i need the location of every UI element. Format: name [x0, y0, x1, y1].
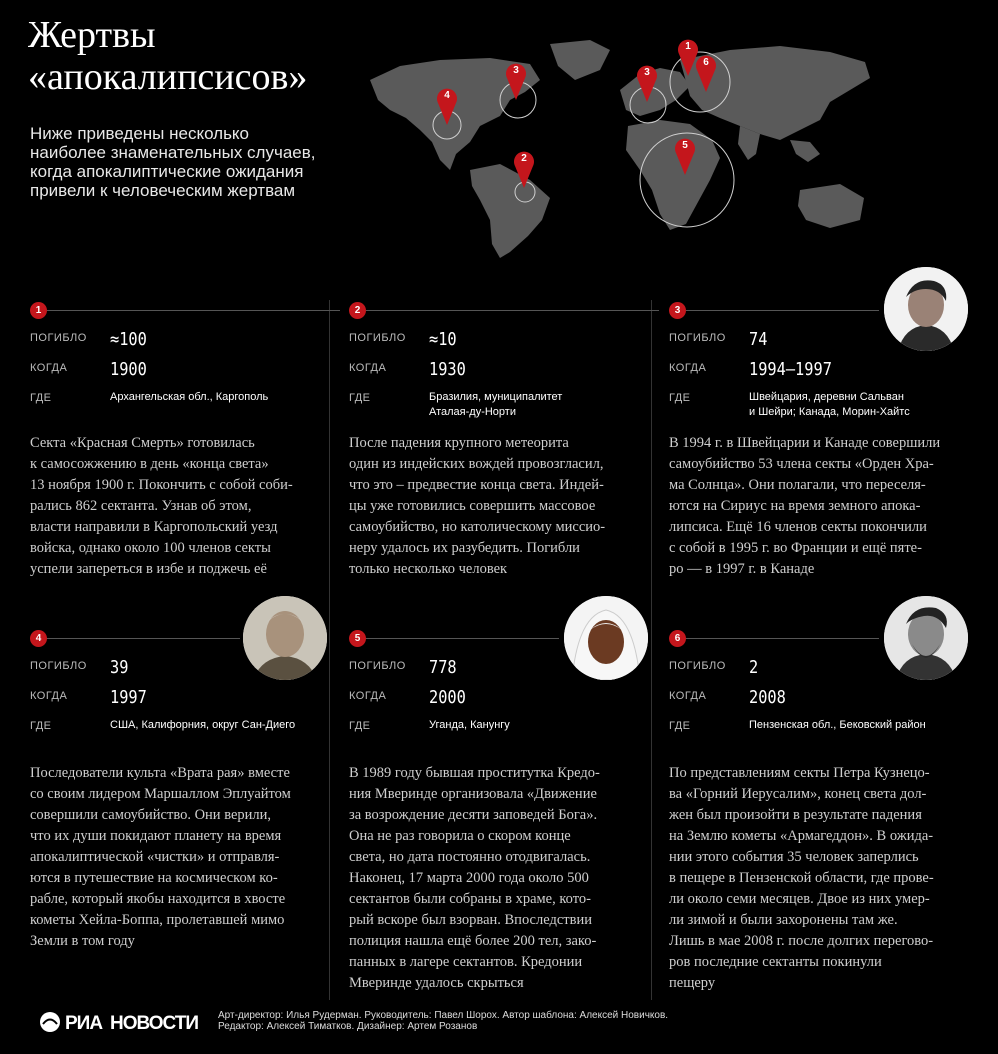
- died-label: ПОГИБЛО: [349, 660, 406, 672]
- world-map: [360, 30, 880, 260]
- where-value: Архангельская обл., Каргополь: [110, 391, 269, 403]
- where-value: США, Калифорния, округ Сан-Диего: [110, 719, 296, 731]
- map-pin-4-label: 4: [444, 90, 450, 101]
- died-value: 778: [429, 657, 457, 678]
- where-value: Уганда, Канунгу: [429, 719, 510, 731]
- died-value: 39: [110, 657, 129, 678]
- died-label: ПОГИБЛО: [669, 332, 726, 344]
- case-number-badge: 1: [30, 302, 47, 319]
- map-pin-1-label: 1: [685, 41, 691, 52]
- when-value: 1900: [110, 359, 147, 380]
- died-value: ≈10: [429, 329, 457, 350]
- when-label: КОГДА: [30, 690, 68, 702]
- card-rule: [669, 638, 879, 639]
- logo-novosti: НОВОСТИ: [110, 1013, 199, 1033]
- logo-ria: РИА: [65, 1013, 103, 1033]
- case-card-1: [30, 302, 340, 602]
- case-description: В 1989 году бывшая проститутка Кредо- ния Мвериндe организовала «Движение за возрождение десяти заповедей Бога». Она не раз говорила о скором конце света, но дата постоянно отодвигалась. Наконец, 17 марта 2000 года около 500 сектантов были собраны в храме, кото- рый вскоре был взорван. Впоследствии полиция нашла ещё более 200 тел, зако- панных в лагере сектантов. Кредонии Мвериндe удалось скрыться: [349, 765, 600, 991]
- where-label: ГДЕ: [30, 720, 52, 732]
- case-card-5: [349, 630, 659, 1000]
- where-value: Пензенская обл., Бековский район: [749, 719, 926, 731]
- when-value: 2000: [429, 687, 466, 708]
- map-pin-5-label: 5: [682, 140, 688, 151]
- case-card-6: [669, 630, 979, 1000]
- case-description: Последователи культа «Врата рая» вместе со своим лидером Маршаллом Эплуайтом совершили самоубийство. Они верили, что их души покидают планету на время апокалиптической «чистки» и отправля- ются в путешествие на космическом ко- рабле, который якобы находится в хвосте кометы Хейла-Боппа, пролетавшей мимо Земли в том году: [30, 765, 291, 949]
- when-label: КОГДА: [349, 690, 387, 702]
- ria-novosti-logo: [38, 1011, 218, 1033]
- map-pin-6-label: 6: [703, 57, 709, 68]
- died-value: 2: [749, 657, 759, 678]
- when-label: КОГДА: [30, 362, 68, 374]
- where-label: ГДЕ: [349, 720, 371, 732]
- case-card-2: [349, 302, 659, 602]
- card-rule: [349, 310, 659, 311]
- continents: [370, 40, 870, 258]
- portrait-photo-6: [884, 596, 968, 680]
- card-rule: [30, 310, 340, 311]
- credits: Арт-директор: Илья Рудерман. Руководитель: Павел Шорох. Автор шаблона: Алексей Новичков. Редактор: Алексей Тиматков. Дизайнер: Артем Розанов: [218, 1010, 669, 1032]
- where-label: ГДЕ: [669, 392, 691, 404]
- when-value: 1930: [429, 359, 466, 380]
- case-description: Секта «Красная Смерть» готовилась к самосожжению в день «конца света» 13 ноября 1900 г. Покончить с собой соби- рались 862 сектанта. Узнав об этом, власти направили в Каргопольский уезд войска, однако около 100 членов секты успели запереться в избе и поджечь её: [30, 435, 293, 577]
- died-label: ПОГИБЛО: [669, 660, 726, 672]
- case-number-badge: 6: [669, 630, 686, 647]
- case-description: По представлениям секты Петра Кузнецо- ва «Горний Иерусалим», конец света дол- жен был произойти в результате падения на Землю кометы «Армагеддон». В ожида- нии этого события 35 человек заперлись в пещере в Пензенской области, где прове- ли около семи месяцев. Двое из них умер- ли зимой и были захоронены там же. Лишь в мае 2008 г. после долгих перегово- ров последние сектанты покинули пещеру: [669, 765, 934, 991]
- portrait-photo-3: [884, 267, 968, 351]
- case-card-4: [30, 630, 340, 1000]
- when-label: КОГДА: [669, 362, 707, 374]
- page-subtitle: Ниже приведены несколько наиболее знаменательных случаев, когда апокалиптические ожидания привели к человеческим жертвам: [30, 124, 316, 200]
- where-value: Швейцария, деревни Сальван и Шейри; Канада, Морин-Хайтс: [749, 391, 910, 418]
- when-label: КОГДА: [669, 690, 707, 702]
- where-label: ГДЕ: [30, 392, 52, 404]
- where-value: Бразилия, муниципалитет Аталая-ду-Норти: [429, 391, 563, 418]
- died-value: 74: [749, 329, 768, 350]
- case-description: После падения крупного метеорита один из индейских вождей провозгласил, что это – предвестие конца света. Индей- цы уже готовились совершить массовое самоубийство, но католическому миссио- неру удалось их разубедить. Погибли только несколько человек: [349, 435, 606, 577]
- case-description: В 1994 г. в Швейцарии и Канаде совершили самоубийство 53 члена секты «Орден Хра- ма Солнца». Они полагали, что переселя- ются на Сириус на время земного апока- липсиса. Ещё 16 членов секты покончили с собой в 1995 г. во Франции и ещё пяте- ро — в 1997 г. в Канаде: [669, 435, 941, 577]
- died-label: ПОГИБЛО: [349, 332, 406, 344]
- where-label: ГДЕ: [669, 720, 691, 732]
- died-label: ПОГИБЛО: [30, 660, 87, 672]
- card-rule: [349, 638, 559, 639]
- case-number-badge: 2: [349, 302, 366, 319]
- died-label: ПОГИБЛО: [30, 332, 87, 344]
- card-rule: [669, 310, 879, 311]
- page-title: Жертвы «апокалипсисов»: [28, 14, 308, 98]
- portrait-photo-4: [243, 596, 327, 680]
- when-value: 2008: [749, 687, 786, 708]
- died-value: ≈100: [110, 329, 147, 350]
- when-value: 1997: [110, 687, 147, 708]
- card-rule: [30, 638, 240, 639]
- case-number-badge: 5: [349, 630, 366, 647]
- portrait-photo-5: [564, 596, 648, 680]
- case-number-badge: 3: [669, 302, 686, 319]
- map-pin-2-label: 2: [521, 153, 527, 164]
- case-number-badge: 4: [30, 630, 47, 647]
- where-label: ГДЕ: [349, 392, 371, 404]
- map-pin-3-canada-label: 3: [513, 65, 519, 76]
- map-pin-3-switzerland-label: 3: [644, 67, 650, 78]
- when-value: 1994–1997: [749, 359, 832, 380]
- when-label: КОГДА: [349, 362, 387, 374]
